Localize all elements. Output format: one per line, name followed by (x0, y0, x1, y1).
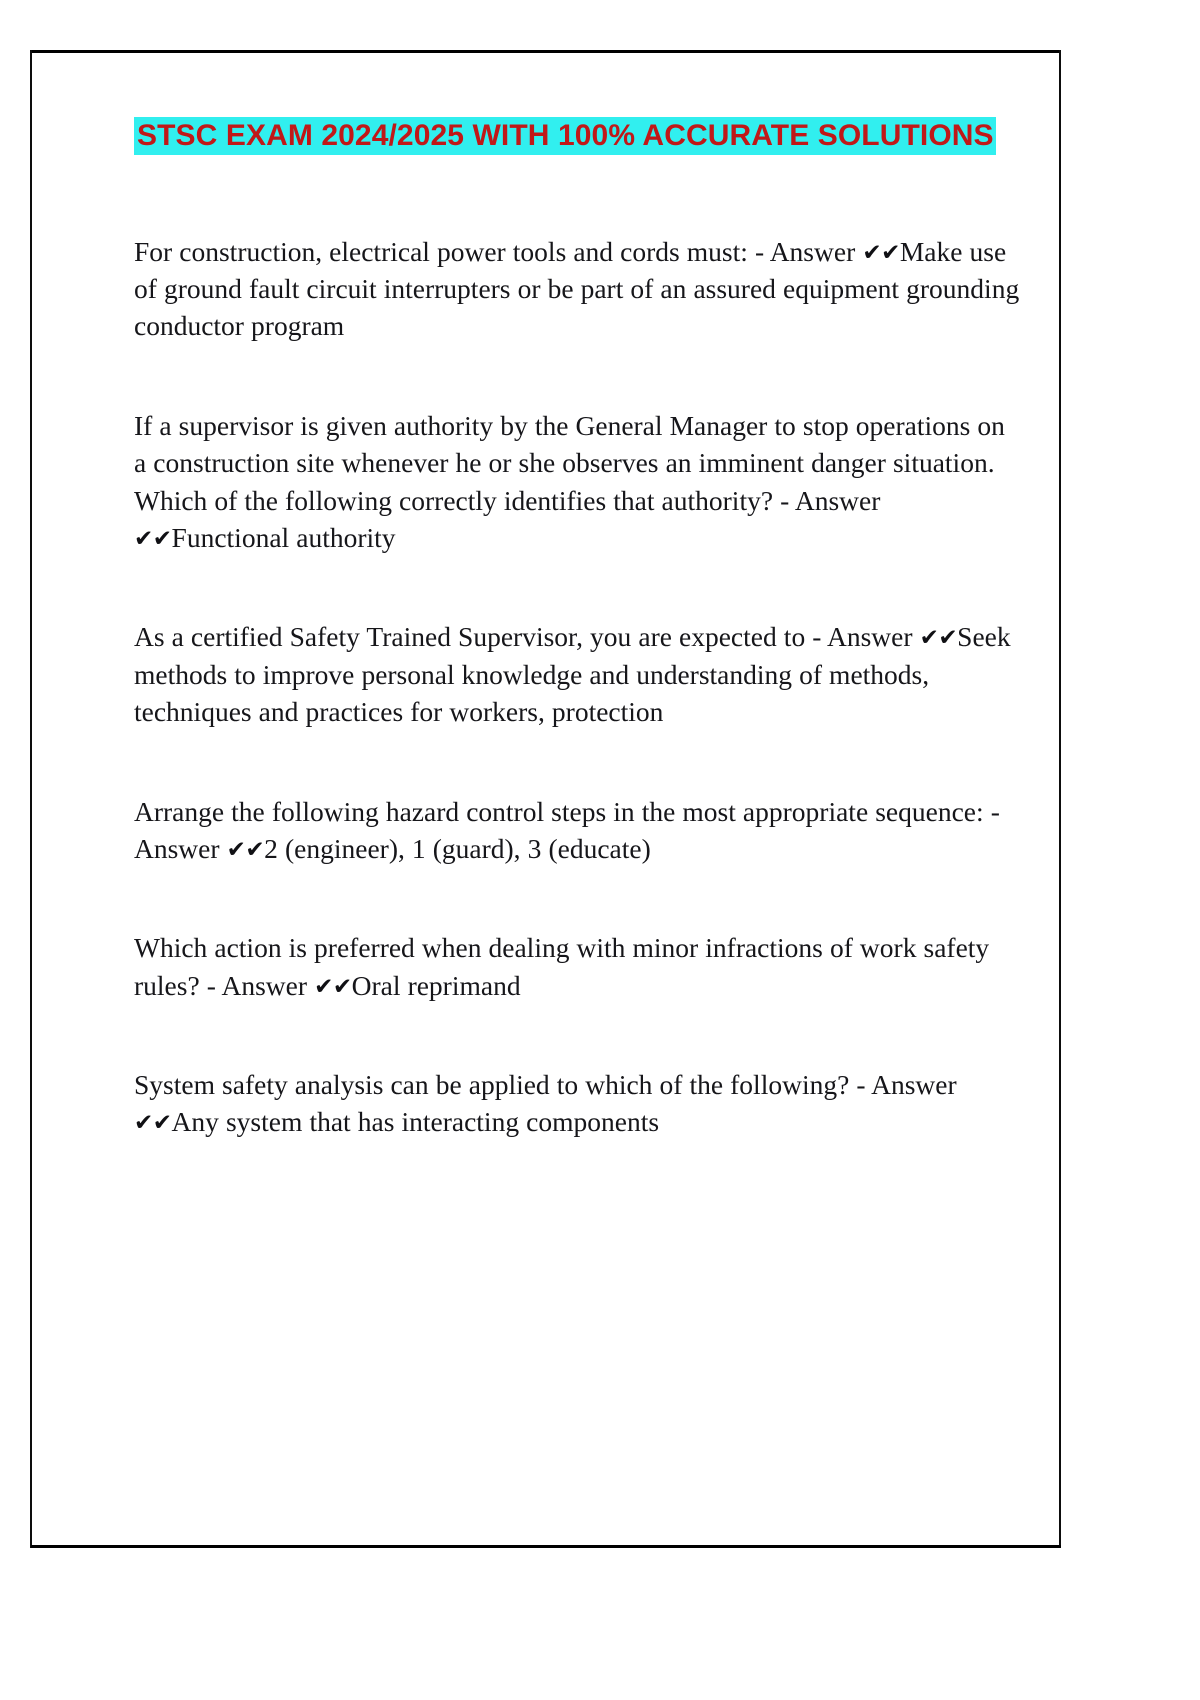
document-title-row (134, 118, 1020, 155)
page-top-rule (31, 50, 1061, 53)
qa-question: For construction, electrical power tools and cords must: (134, 235, 748, 267)
checkmark-icon: ✔✔ (226, 836, 265, 863)
qa-question: If a supervisor is given authority by the General Manager to stop operations on a construction site whenever he or she observes an imminent danger situation. Which of the following correctly identifies that authority? (134, 409, 1005, 516)
qa-item (134, 793, 1020, 868)
page-bottom-rule (31, 1545, 1061, 1548)
checkmark-icon: ✔✔ (919, 625, 958, 652)
qa-item (134, 233, 1020, 345)
qa-separator: - Answer (849, 1069, 957, 1101)
checkmark-icon: ✔✔ (862, 239, 900, 266)
qa-answer: Oral reprimand (351, 969, 521, 1001)
checkmark-icon: ✔✔ (314, 973, 352, 1000)
qa-answer: Make use of ground fault circuit interrupters or be part of an assured equipment grounding conductor program (134, 235, 1020, 342)
document-title: STSC EXAM 2024/2025 WITH 100% ACCURATE SOLUTIONS (134, 117, 996, 155)
qa-item (134, 929, 1020, 1004)
qa-answer: Functional authority (171, 521, 396, 553)
qa-question: System safety analysis can be applied to which of the following? (134, 1069, 850, 1101)
qa-answer: Seek methods to improve personal knowledge and understanding of methods, techniques and practices for workers, protection (134, 621, 1011, 728)
qa-answer: Any system that has interacting components (171, 1106, 660, 1138)
checkmark-icon: ✔✔ (134, 1110, 172, 1137)
page-content (134, 118, 1020, 1141)
qa-answer: 2 (engineer), 1 (guard), 3 (educate) (264, 832, 651, 864)
qa-list (134, 233, 1020, 1141)
qa-item (134, 407, 1020, 557)
qa-item (134, 1066, 1020, 1141)
qa-item (134, 618, 1020, 730)
qa-question: As a certified Safety Trained Supervisor, you are expected to (134, 621, 806, 653)
checkmark-icon: ✔✔ (134, 525, 172, 552)
qa-separator: - Answer (747, 235, 863, 267)
qa-separator: - Answer (805, 621, 920, 653)
qa-separator: - Answer (134, 795, 1000, 864)
qa-question: Arrange the following hazard control steps in the most appropriate sequence: (134, 795, 984, 827)
qa-separator: - Answer (773, 484, 881, 516)
page-left-border (30, 50, 32, 1548)
page-right-border (1059, 50, 1061, 1548)
qa-separator: - Answer (199, 969, 315, 1001)
qa-question: Which action is preferred when dealing with minor infractions of work safety rules? (134, 932, 990, 1001)
